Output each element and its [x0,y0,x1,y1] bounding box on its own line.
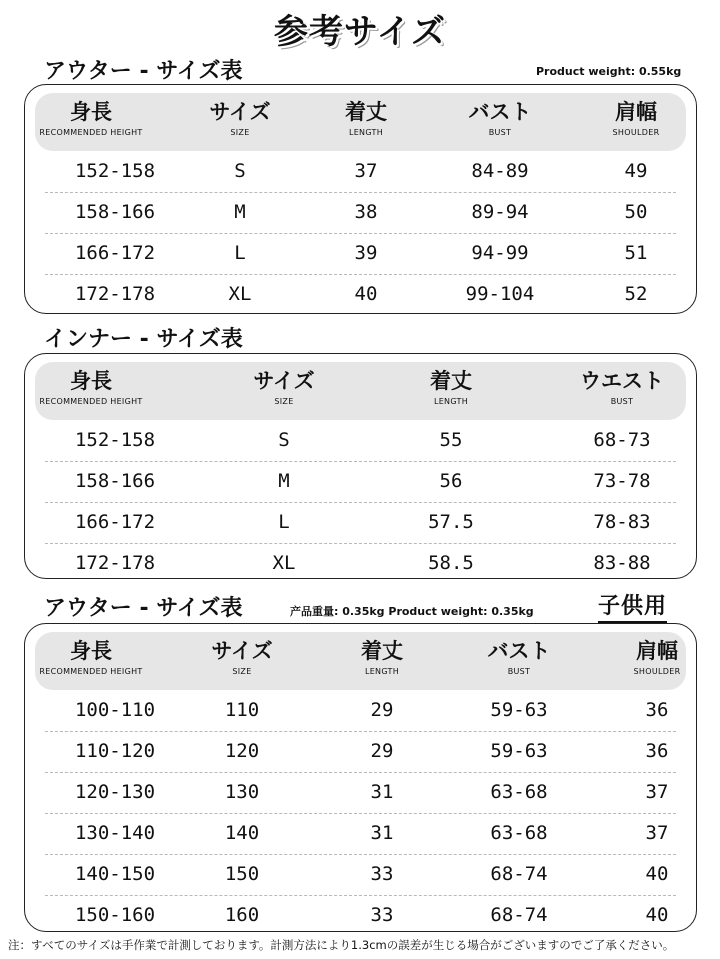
table-cell: L [234,242,246,264]
table-cell: 56 [439,470,463,492]
table-cell: 84-89 [471,160,529,182]
table-cell: 94-99 [471,242,529,264]
column-header [39,93,142,151]
column-header [253,362,314,420]
column-header-label: 着丈 [345,100,387,124]
column-header [430,362,472,420]
table-row [45,461,676,503]
table-row [45,274,676,315]
column-header-sublabel: BUST [610,397,634,406]
column-header [361,632,403,690]
table-cell: 110 [224,699,260,721]
table-cell: 59-63 [490,740,548,762]
kids-section-title: アウター - サイズ表 [44,596,243,621]
table-cell: 37 [354,160,378,182]
table-cell: 152-158 [74,160,156,182]
column-header-sublabel: SIZE [274,397,294,406]
table-cell: 51 [624,242,648,264]
table-cell: 55 [439,429,463,451]
table-cell: M [278,470,290,492]
table-cell: 83-88 [593,552,651,574]
column-header [209,93,270,151]
column-header-label: 身長 [69,369,112,393]
column-header-sublabel: BUST [507,667,531,676]
inner-size-table [24,353,697,579]
column-header-label: 肩幅 [614,100,657,124]
table-cell: 68-74 [490,904,548,926]
column-header-label: バスト [487,639,551,663]
table-row [45,151,676,193]
column-header-label: 肩幅 [635,639,678,663]
table-cell: S [278,429,290,451]
table-cell: 160 [224,904,260,926]
table-cell: 152-158 [74,429,156,451]
table-cell: 38 [354,201,378,223]
table-cell: 73-78 [593,470,651,492]
column-header-sublabel: LENGTH [433,397,469,406]
table-cell: 50 [624,201,648,223]
outer-section-title: アウター - サイズ表 [44,59,243,84]
column-header-sublabel: SHOULDER [633,667,681,676]
table-cell: 63-68 [490,781,548,803]
table-row [45,502,676,544]
table-cell: 140-150 [74,863,156,885]
column-header [580,362,664,420]
table-cell: 33 [370,904,394,926]
table-cell: 166-172 [74,511,156,533]
table-cell: XL [272,552,296,574]
table-cell: 33 [370,863,394,885]
column-header-label: サイズ [209,100,271,124]
column-header-label: サイズ [253,369,315,393]
column-header-sublabel: SIZE [230,128,250,137]
table-cell: 172-178 [74,552,156,574]
column-header [469,93,532,151]
table-cell: 110-120 [74,740,156,762]
outer-table-header [35,93,686,151]
kids-size-table [24,623,697,932]
column-header-label: 身長 [69,100,112,124]
column-header-label: ウエスト [580,369,664,393]
table-cell: 99-104 [465,283,535,305]
table-cell: 130 [224,781,260,803]
table-cell: 31 [370,822,394,844]
table-cell: 31 [370,781,394,803]
table-row [45,690,676,732]
column-header-sublabel: SHOULDER [612,128,660,137]
table-cell: 150 [224,863,260,885]
column-header-sublabel: SIZE [232,667,252,676]
kids-label: 子供用 [598,589,667,623]
table-cell: 37 [645,822,669,844]
table-cell: 120-130 [74,781,156,803]
inner-table-header [35,362,686,420]
column-header-label: 着丈 [430,369,472,393]
table-cell: 36 [645,740,669,762]
table-cell: 40 [645,863,669,885]
table-cell: 172-178 [74,283,156,305]
table-row [45,192,676,234]
footer-note: 注：すべてのサイズは手作業で計測しております。計測方法により1.3cmの誤差が生じる場合がございますのでご了承ください。 [8,938,675,952]
table-cell: 68-73 [593,429,651,451]
table-cell: M [234,201,246,223]
table-cell: 158-166 [74,470,156,492]
column-header [488,632,551,690]
table-cell: L [278,511,290,533]
table-cell: XL [228,283,252,305]
table-cell: 40 [645,904,669,926]
column-header-label: バスト [468,100,532,124]
kids-table-header [35,632,686,690]
table-cell: 63-68 [490,822,548,844]
table-row [45,731,676,773]
outer-weight-note: Product weight: 0.55kg [536,65,682,78]
column-header [634,632,681,690]
table-cell: 158-166 [74,201,156,223]
column-header-sublabel: BUST [488,128,512,137]
table-row [45,813,676,855]
column-header-sublabel: LENGTH [348,128,384,137]
table-cell: 29 [370,740,394,762]
column-header [39,362,142,420]
table-cell: 58.5 [428,552,474,574]
table-cell: 120 [224,740,260,762]
table-cell: S [234,160,246,182]
table-cell: 78-83 [593,511,651,533]
kids-weight-note: 产品重量: 0.35kg Product weight: 0.35kg [290,605,534,618]
table-cell: 49 [624,160,648,182]
column-header-label: 着丈 [361,639,403,663]
table-cell: 52 [624,283,648,305]
table-cell: 68-74 [490,863,548,885]
column-header-label: 身長 [69,639,112,663]
column-header-sublabel: RECOMMENDED HEIGHT [39,128,143,137]
inner-section-title: インナー - サイズ表 [44,327,243,352]
table-cell: 150-160 [74,904,156,926]
outer-size-table [24,84,697,314]
table-cell: 36 [645,699,669,721]
column-header [39,632,142,690]
table-row [45,854,676,896]
table-cell: 59-63 [490,699,548,721]
table-cell: 39 [354,242,378,264]
page-title: 参考サイズ [273,12,447,52]
table-cell: 57.5 [428,511,474,533]
column-header-sublabel: LENGTH [364,667,400,676]
table-cell: 29 [370,699,394,721]
table-row [45,420,676,462]
table-row [45,233,676,275]
column-header-label: サイズ [211,639,273,663]
table-row [45,543,676,584]
table-cell: 37 [645,781,669,803]
table-cell: 40 [354,283,378,305]
column-header [613,93,660,151]
table-cell: 100-110 [74,699,156,721]
column-header-sublabel: RECOMMENDED HEIGHT [39,397,143,406]
column-header [211,632,272,690]
table-cell: 130-140 [74,822,156,844]
table-cell: 166-172 [74,242,156,264]
column-header [345,93,387,151]
table-row [45,895,676,936]
table-cell: 140 [224,822,260,844]
column-header-sublabel: RECOMMENDED HEIGHT [39,667,143,676]
table-row [45,772,676,814]
table-cell: 89-94 [471,201,529,223]
